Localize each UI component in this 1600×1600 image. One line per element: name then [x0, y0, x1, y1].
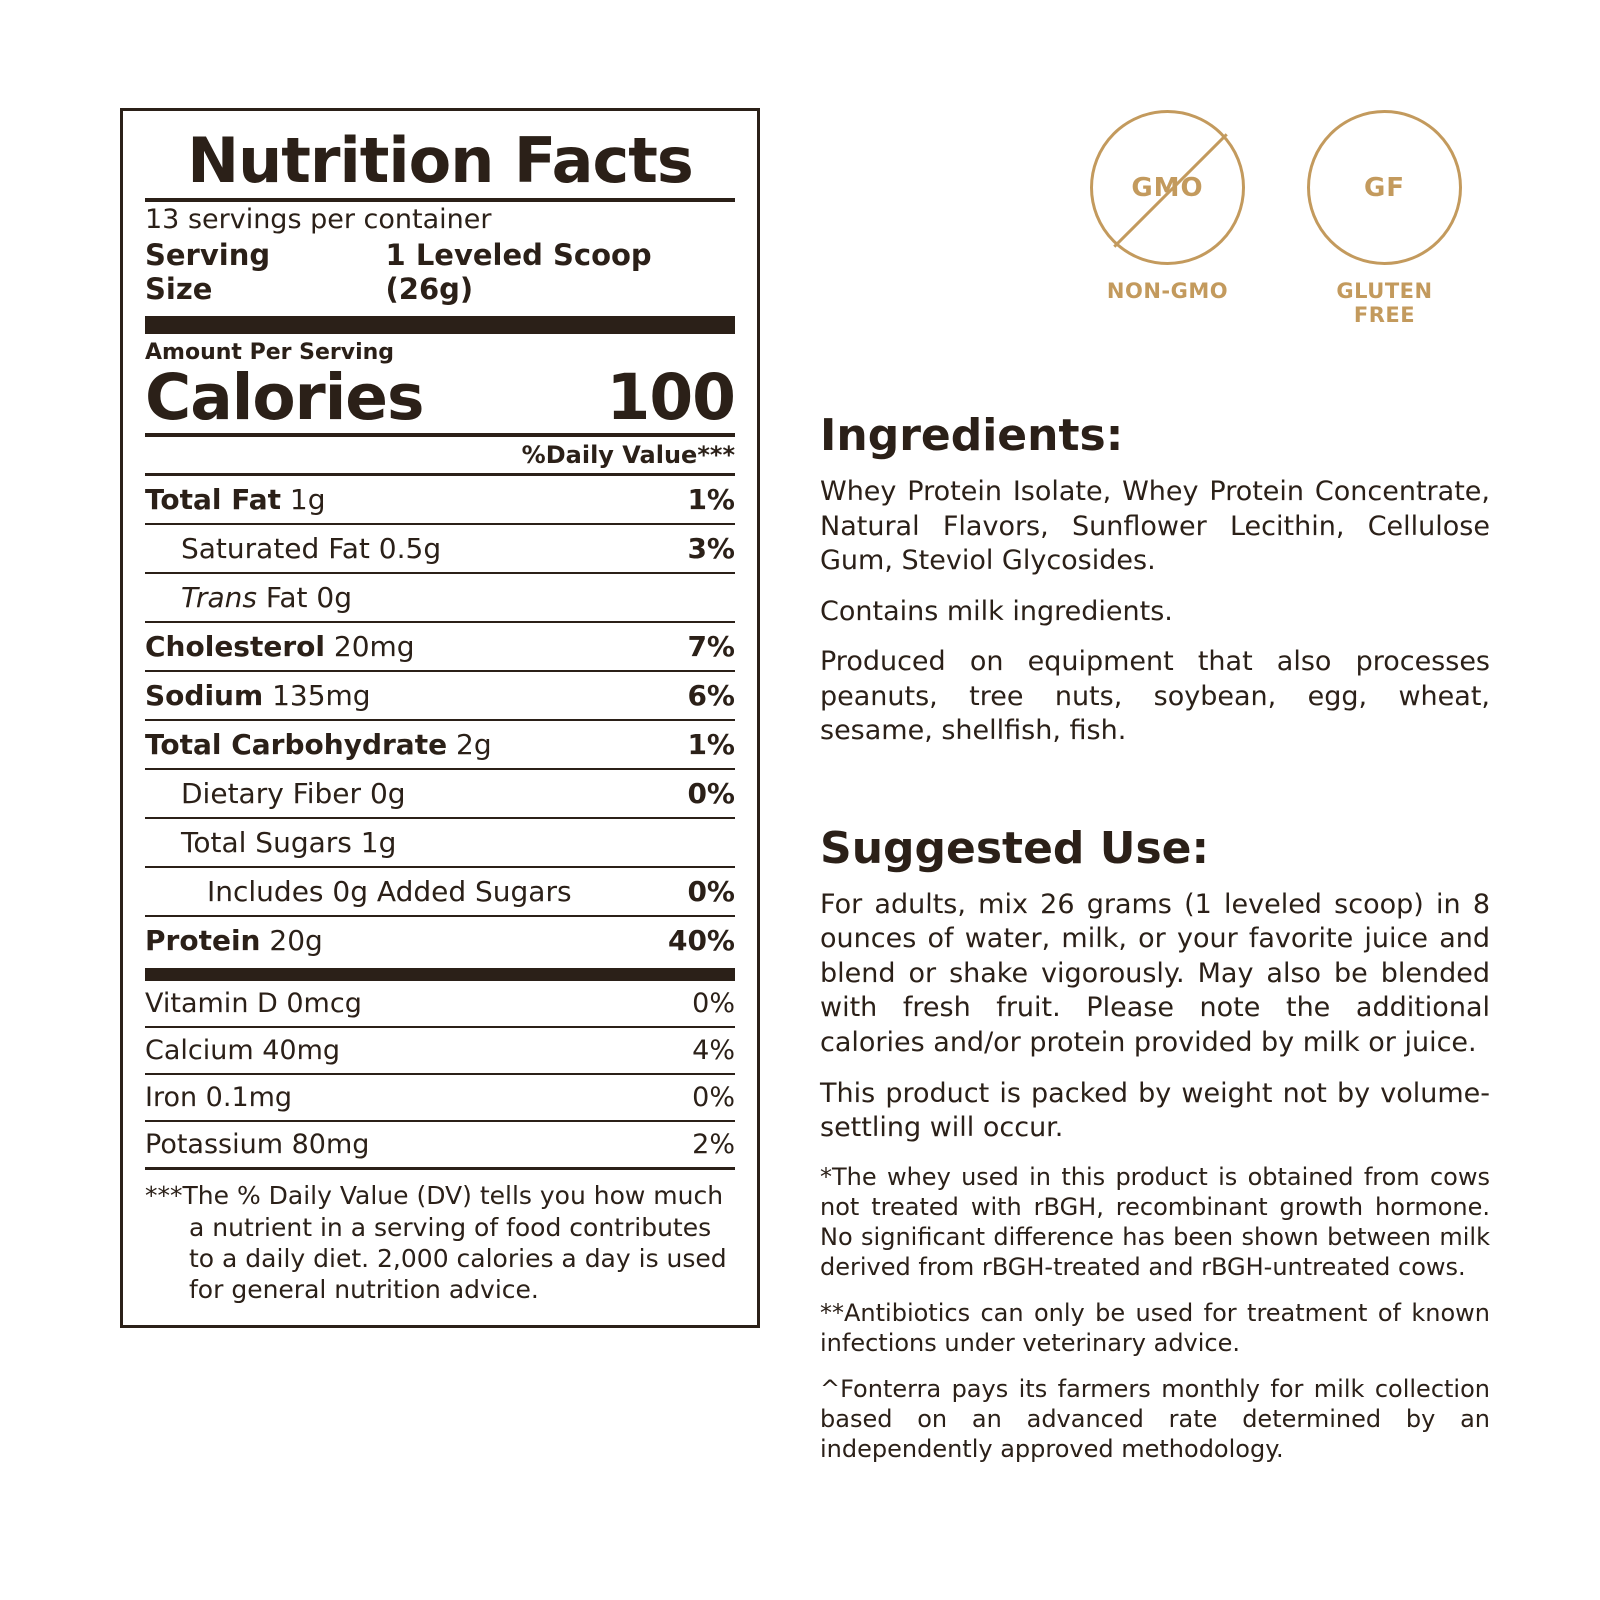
footnote-line: for general nutrition advice. [189, 1275, 539, 1305]
gluten-free-icon [1307, 110, 1462, 265]
table-row [145, 523, 735, 572]
vitamin-percent: 2% [692, 1129, 735, 1161]
table-row [145, 1026, 735, 1073]
nutrient-label: Trans Fat 0g [181, 581, 353, 615]
thick-divider [145, 316, 735, 334]
table-row [145, 1120, 735, 1167]
badge-icon-text: GF [1363, 172, 1406, 203]
badge-gluten-free [1307, 110, 1462, 327]
suggested-use-heading: Suggested Use: [820, 822, 1210, 874]
nutrient-percent: 3% [687, 532, 735, 566]
footnote-line: to a daily diet. 2,000 calories a day is used [189, 1243, 727, 1273]
table-row [145, 1073, 735, 1120]
nutrient-percent: 6% [687, 679, 735, 713]
table-row [145, 817, 735, 866]
table-row [145, 621, 735, 670]
badge-caption: NON-GMO [1106, 279, 1229, 303]
nutrient-label: Sodium 135mg [145, 679, 371, 713]
antibiotics-note: **Antibiotics can only be used for treatment of known infections under veterinary advice. [820, 1298, 1490, 1357]
certification-badges [1090, 110, 1462, 327]
serving-size-label: Serving Size [145, 238, 271, 307]
nutrient-label: Total Carbohydrate 2g [145, 728, 492, 762]
rbgh-note: *The whey used in this product is obtained from cows not treated with rBGH, recombinant growth hormone. No significant difference has been shown between milk derived from rBGH-treated and rBGH-untreated cows. [820, 1162, 1490, 1281]
nutrient-percent: 40% [667, 924, 735, 958]
footnote-line: a nutrient in a serving of food contributes [189, 1212, 712, 1242]
suggested-use-body: For adults, mix 26 grams (1 leveled scoop) in 8 ounces of water, milk, or your favorite juice and blend or shake vigorously. May also be blended with fresh fruit. Please note the additional calories and/or protein provided by milk or juice. [820, 888, 1490, 1059]
packed-by-weight-note: This product is packed by weight not by volume-settling will occur. [820, 1077, 1490, 1144]
ingredients-allergen-statement: Produced on equipment that also processes peanuts, tree nuts, soybean, egg, wheat, sesame, shellfish, fish. [820, 646, 1490, 747]
nutrient-label: Total Sugars 1g [181, 826, 397, 860]
nutrient-percent: 1% [687, 728, 735, 762]
nutrition-facts-panel [120, 108, 760, 1328]
amount-per-serving-label: Amount Per Serving [145, 340, 395, 366]
nutrient-label: Total Fat 1g [145, 483, 326, 517]
fonterra-note: ^Fonterra pays its farmers monthly for milk collection based on an advanced rate determined by an independently approved methodology. [820, 1374, 1490, 1463]
serving-size-row [145, 236, 735, 310]
nutrient-percent: 1% [687, 483, 735, 517]
vitamin-label: Iron 0.1mg [145, 1082, 293, 1114]
table-row [145, 670, 735, 719]
vitamin-percent: 4% [692, 1035, 735, 1067]
thick-divider [145, 968, 735, 981]
calories-row [145, 361, 735, 435]
nutrient-label: Saturated Fat 0.5g [181, 532, 442, 566]
nutrient-percent: 0% [687, 777, 735, 811]
badge-caption: GLUTEN FREE [1336, 279, 1433, 327]
table-row [145, 719, 735, 768]
daily-value-footnote [145, 1167, 735, 1307]
ingredients-heading: Ingredients: [820, 410, 1124, 461]
nutrient-label: Cholesterol 20mg [145, 630, 415, 664]
servings-per-container: 13 servings per container [145, 204, 492, 236]
vitamin-label: Vitamin D 0mcg [145, 988, 362, 1020]
ingredients-body: Whey Protein Isolate, Whey Protein Concentrate, Natural Flavors, Sunflower Lecithin, Cellulose Gum, Steviol Glycosides. [820, 476, 1490, 577]
badge-non-gmo [1090, 110, 1245, 327]
nutrient-percent: 7% [687, 630, 735, 664]
table-row [145, 572, 735, 621]
ingredients-contains: Contains milk ingredients. [820, 595, 1173, 627]
vitamin-label: Potassium 80mg [145, 1129, 370, 1161]
non-gmo-icon [1090, 110, 1245, 265]
table-row [145, 473, 735, 523]
table-row [145, 768, 735, 817]
footnote-line: ***The % Daily Value (DV) tells you how much [145, 1181, 724, 1211]
page-title: Nutrition Facts [187, 124, 693, 197]
calories-value: 100 [606, 361, 735, 435]
table-row [145, 915, 735, 964]
badge-icon-text: GMO [1131, 172, 1204, 203]
vitamin-label: Calcium 40mg [145, 1035, 341, 1067]
nutrient-label: Includes 0g Added Sugars [207, 875, 572, 909]
serving-size-value: 1 Leveled Scoop (26g) [385, 238, 652, 307]
nutrient-label: Protein 20g [145, 924, 323, 958]
nutrient-label: Dietary Fiber 0g [181, 777, 406, 811]
daily-value-header: %Daily Value*** [521, 441, 735, 470]
table-row [145, 981, 735, 1026]
vitamin-percent: 0% [692, 988, 735, 1020]
table-row [145, 866, 735, 915]
right-text-column [820, 410, 1490, 1480]
vitamin-percent: 0% [692, 1082, 735, 1114]
calories-label: Calories [145, 361, 424, 435]
nutrient-percent: 0% [687, 875, 735, 909]
